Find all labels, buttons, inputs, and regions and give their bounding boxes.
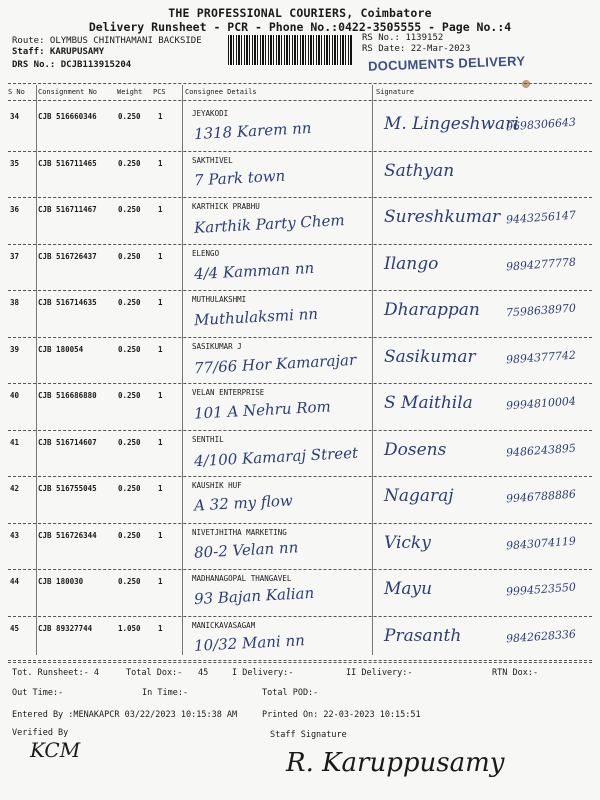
documents-delivery-stamp: DOCUMENTS DELIVERY [367,53,526,74]
row-signature: Vicky [384,532,431,553]
ii-delivery: II Delivery:- [346,668,413,678]
row-consignment-no: CJB 516726437 [38,251,97,261]
row-sno: 42 [10,484,20,493]
total-dox-value: 45 [198,668,209,678]
row-phone: 9486243895 [505,441,577,459]
row-divider [8,151,592,152]
rtn-dox: RTN Dox:- [492,668,539,678]
footer-rule [8,660,592,661]
row-signature: Prasanth [384,625,462,646]
row-consignment-no: CJB 516686880 [38,391,97,400]
row-divider [8,197,592,198]
row-pcs: 1 [158,623,163,633]
row-weight: 0.250 [118,158,141,168]
col-signature: Signature [376,88,414,96]
row-divider [8,569,592,570]
header-top-rule [8,83,592,84]
row-consignee-name: VELAN ENTERPRISE [192,388,265,397]
ink-spot [522,80,530,88]
header-bottom-rule [8,100,592,101]
row-pcs: 1 [158,484,163,493]
row-signature: Sureshkumar [384,207,501,227]
row-consignee-name: JEYAKODI [192,109,229,118]
row-divider [8,616,592,617]
row-signature: Nagaraj [384,486,454,506]
row-pcs: 1 [158,112,163,121]
staff-signature: R. Karuppusamy [286,748,505,778]
row-consignee-address: 7 Park town [193,166,286,189]
row-divider [8,523,592,524]
staff-label: Staff: KARUPUSAMY [12,47,105,57]
row-phone: 7598638970 [505,301,577,320]
row-consignment-no: CJB 516711467 [38,205,97,214]
row-consignee-name: KAUSHIK HUF [192,481,242,490]
tot-runsheet: Tot. Runsheet:- 4 [12,668,99,678]
row-weight: 0.250 [118,577,141,586]
row-weight: 0.250 [118,251,141,261]
row-phone: 9843074119 [505,534,577,552]
row-divider [8,662,592,663]
row-sno: 39 [10,344,20,354]
row-weight: 0.250 [118,484,141,493]
row-consignee-name: SASIKUMAR J [192,341,242,351]
row-divider [8,430,592,431]
row-consignment-no: CJB 180054 [38,344,84,354]
row-signature: M. Lingeshwari [384,114,519,134]
row-consignee-address: 101 A Nehru Rom [193,397,332,423]
row-weight: 0.250 [118,112,141,121]
col-weight: Weight [117,88,143,96]
col-consignment: Consignment No [38,88,98,96]
company-title: THE PROFESSIONAL COURIERS, Coimbatore [168,6,432,20]
row-phone: 9894377742 [505,348,577,366]
staff-signature-label: Staff Signature [270,730,347,740]
row-sno: 44 [10,577,20,586]
row-consignee-name: MANICKAVASAGAM [192,620,256,630]
row-consignee-address: 77/66 Hor Kamarajar [193,350,357,377]
row-weight: 0.250 [118,205,141,214]
row-consignment-no: CJB 516714635 [38,298,97,307]
printed-on: Printed On: 22-03-2023 10:15:51 [262,710,421,720]
row-weight: 0.250 [118,298,141,307]
row-consignment-no: CJB 89327744 [38,623,93,633]
row-divider [8,383,592,384]
row-divider [8,476,592,477]
row-consignment-no: CJB 180030 [38,577,84,586]
verified-signature: KCM [30,738,81,762]
in-time: In Time:- [142,688,189,698]
row-phone: 9698306643 [505,115,577,134]
row-divider [8,290,592,291]
row-signature: Ilango [384,253,439,274]
total-dox-label: Total Dox:- [126,668,183,678]
row-consignment-no: CJB 516755045 [38,484,97,493]
row-signature: Sathyan [384,160,455,181]
col-consignee: Consignee Details [185,88,257,96]
row-pcs: 1 [158,437,163,447]
row-sno: 40 [10,391,20,400]
row-pcs: 1 [158,251,163,261]
row-pcs: 1 [158,205,163,214]
row-consignee-name: ELENGO [192,248,220,258]
row-weight: 0.250 [118,344,141,354]
rs-number: RS No.: 1139152 [362,33,444,43]
row-consignee-address: 1318 Karem nn [193,118,312,144]
row-consignee-name: SENTHIL [192,434,224,444]
route-label: Route: OLYMBUS CHINTHAMANI BACKSIDE [12,36,202,46]
row-signature: Mayu [384,579,433,599]
row-weight: 1.050 [118,623,141,633]
row-weight: 0.250 [118,437,141,447]
row-pcs: 1 [158,530,163,540]
col-sno: S No [8,88,25,96]
barcode [228,35,353,65]
row-consignee-address: 4/4 Kamman nn [193,258,315,283]
row-consignee-address: 10/32 Mani nn [193,630,306,655]
row-signature: Sasikumar [384,346,476,367]
row-consignment-no: CJB 516711465 [38,158,97,168]
row-consignee-address: A 32 my flow [193,491,294,515]
row-pcs: 1 [158,391,163,400]
drs-number: DRS No.: DCJB113915204 [12,60,132,70]
row-phone: 9994810004 [505,394,577,413]
row-consignee-address: 93 Bajan Kalian [193,583,315,609]
verified-by: Verified By [12,728,69,738]
entered-by: Entered By :MENAKAPCR 03/22/2023 10:15:38 AM [12,710,238,720]
row-consignment-no: CJB 516660346 [38,112,97,121]
row-phone: 9946788886 [505,487,577,506]
row-weight: 0.250 [118,530,141,540]
row-consignee-name: MUTHULAKSHMI [192,295,247,304]
row-consignee-name: NIVETJHITHA MARKETING [192,527,287,537]
row-phone: 9894277778 [505,255,577,273]
row-phone: 9443256147 [505,208,577,227]
col-pcs: PCS [153,88,166,96]
total-pod: Total POD:- [262,688,319,698]
row-sno: 43 [10,530,20,540]
row-consignee-name: MADHANAGOPAL THANGAVEL [192,574,292,583]
row-signature: Dosens [384,439,447,460]
row-divider [8,244,592,245]
row-sno: 45 [10,623,20,633]
row-signature: Dharappan [384,300,480,320]
row-consignee-address: Muthulaksmi nn [193,304,319,330]
row-pcs: 1 [158,577,163,586]
row-phone: 9994523550 [505,580,577,599]
row-phone: 9842628336 [505,627,577,645]
row-sno: 36 [10,205,20,214]
row-consignee-name: KARTHICK PRABHU [192,202,260,211]
row-consignee-address: 4/100 Kamaraj Street [193,443,359,470]
row-sno: 41 [10,437,20,447]
row-consignment-no: CJB 516726344 [38,530,97,540]
row-signature: S Maithila [384,393,473,413]
row-sno: 38 [10,298,20,307]
row-pcs: 1 [158,158,163,168]
out-time: Out Time:- [12,688,64,698]
row-consignee-address: 80-2 Velan nn [193,537,299,562]
row-sno: 37 [10,251,20,261]
runsheet-title: Delivery Runsheet - PCR - Phone No.:0422-3505555 - Page No.:4 [88,20,512,34]
rs-date: RS Date: 22-Mar-2023 [362,44,471,54]
row-sno: 34 [10,112,20,121]
row-divider [8,337,592,338]
row-sno: 35 [10,158,20,168]
i-delivery: I Delivery:- [232,668,294,678]
row-weight: 0.250 [118,391,141,400]
row-consignee-name: SAKTHIVEL [192,155,233,165]
row-pcs: 1 [158,344,163,354]
row-pcs: 1 [158,298,163,307]
row-consignee-address: Karthik Party Chem [193,211,346,237]
row-consignment-no: CJB 516714607 [38,437,97,447]
